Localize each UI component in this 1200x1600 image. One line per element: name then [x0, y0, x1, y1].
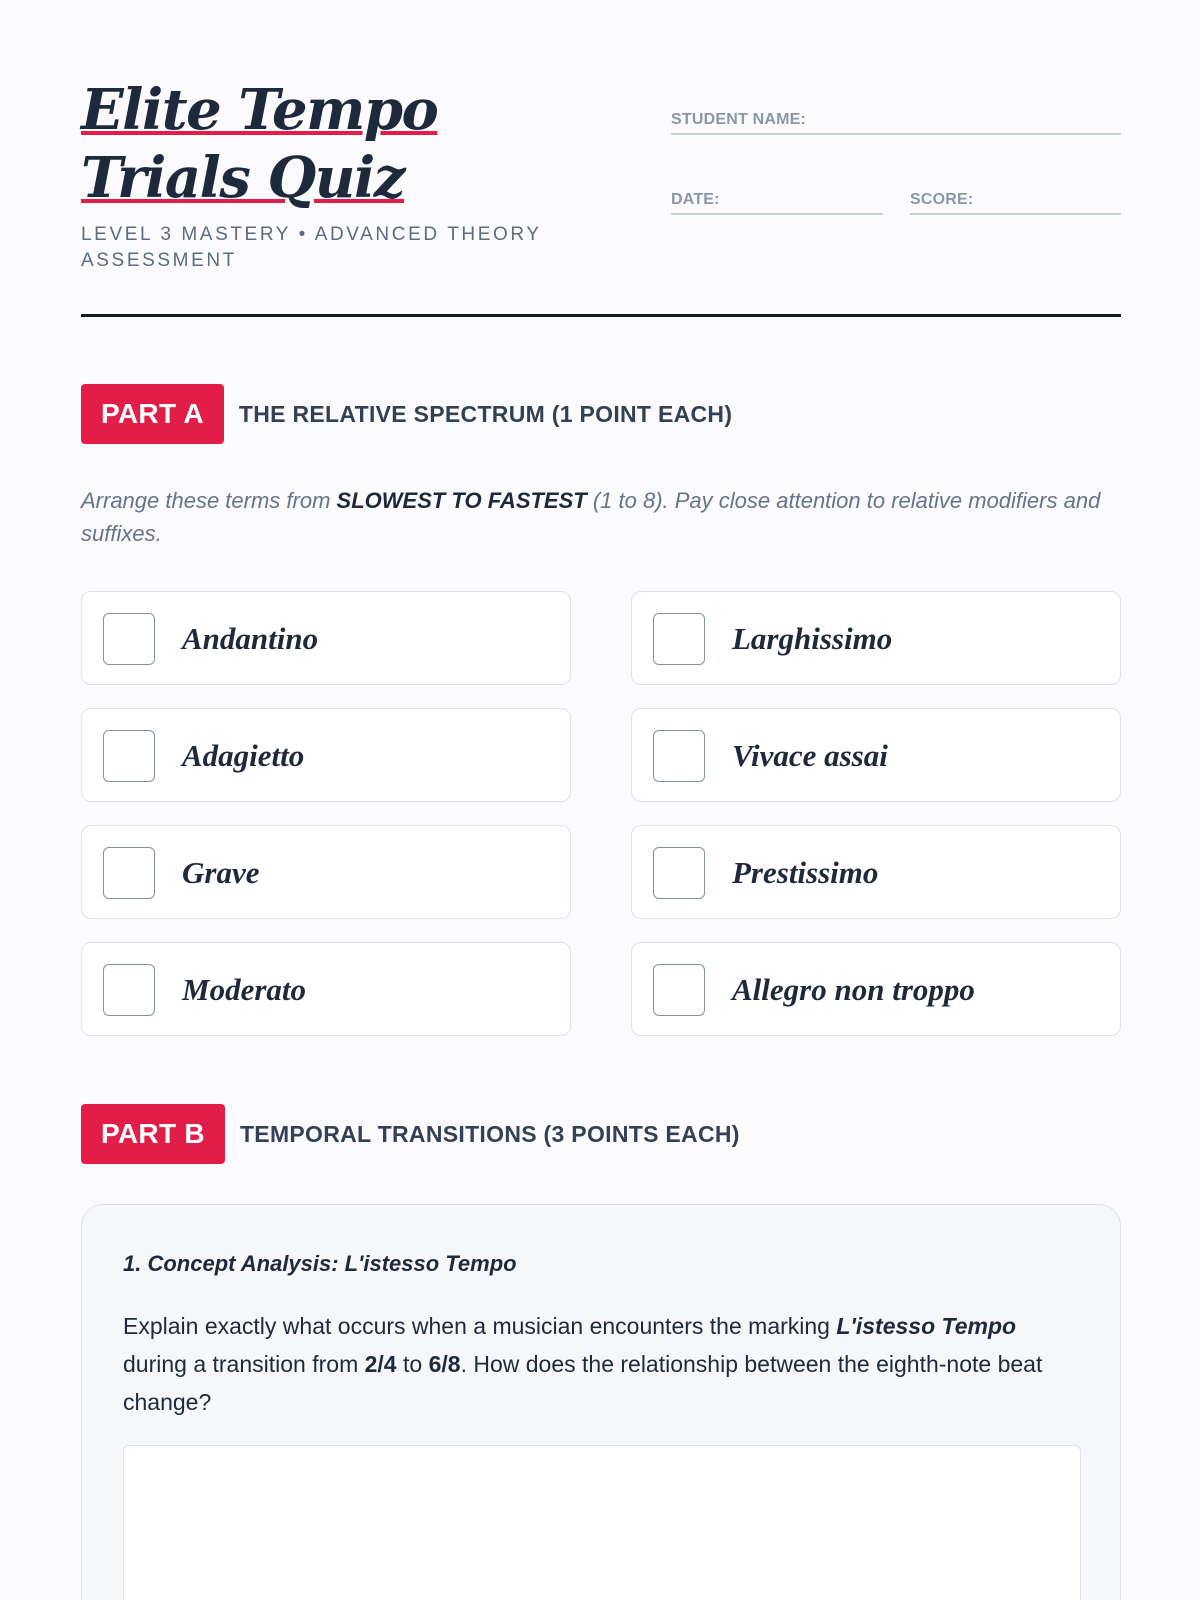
date-label: DATE: — [671, 191, 720, 208]
part-b-title: TEMPORAL TRANSITIONS (3 POINTS EACH) — [239, 1120, 740, 1147]
question-text: . How does the relationship between the eighth-note beat change? — [123, 1351, 1043, 1415]
term-card — [631, 708, 1121, 802]
part-a-title: THE RELATIVE SPECTRUM (1 POINT EACH) — [238, 400, 733, 427]
score-label: SCORE: — [910, 191, 974, 208]
term-card — [81, 942, 571, 1036]
term-card — [81, 708, 571, 802]
date-field[interactable] — [671, 183, 883, 215]
rank-input-box[interactable] — [103, 847, 155, 899]
instructions-emphasis: SLOWEST TO FASTEST — [336, 488, 587, 513]
answer-textarea[interactable] — [123, 1445, 1081, 1600]
term-label: Vivace assai — [732, 738, 888, 773]
rank-input-box[interactable] — [103, 964, 155, 1016]
term-card — [631, 825, 1121, 919]
question-text: Explain exactly what occurs when a musician encounters the marking — [123, 1313, 837, 1339]
rank-input-box[interactable] — [653, 964, 705, 1016]
term-label: Larghissimo — [732, 621, 893, 656]
question-body — [123, 1307, 1073, 1421]
marking-term: L'istesso Tempo — [836, 1313, 1017, 1339]
instructions-prefix: Arrange these terms from — [81, 488, 337, 513]
question-text: during a transition from — [123, 1351, 365, 1377]
question-card — [81, 1204, 1121, 1600]
term-label: Adagietto — [182, 738, 305, 773]
quiz-title: Elite Tempo Trials Quiz — [81, 77, 438, 211]
term-label: Grave — [182, 855, 260, 890]
meter-to: 6/8 — [428, 1351, 461, 1377]
student-name-field[interactable] — [671, 103, 1121, 135]
quiz-subtitle: LEVEL 3 MASTERY • ADVANCED THEORY ASSESSMENT — [81, 224, 542, 271]
meter-from: 2/4 — [364, 1351, 397, 1377]
quiz-header — [81, 0, 1121, 318]
term-label: Andantino — [182, 621, 319, 656]
part-b-badge: PART B — [81, 1104, 225, 1164]
student-name-label: STUDENT NAME: — [671, 111, 807, 128]
part-b-header — [81, 1104, 740, 1164]
rank-input-box[interactable] — [103, 613, 155, 665]
question-text: to — [396, 1351, 429, 1377]
term-label: Prestissimo — [732, 855, 879, 890]
term-card — [631, 591, 1121, 685]
rank-input-box[interactable] — [103, 730, 155, 782]
question-title: 1. Concept Analysis: L'istesso Tempo — [123, 1251, 517, 1276]
term-card — [631, 942, 1121, 1036]
rank-input-box[interactable] — [653, 847, 705, 899]
term-label: Moderato — [182, 972, 306, 1007]
term-card — [81, 591, 571, 685]
header-divider — [81, 314, 1121, 317]
score-field[interactable] — [910, 183, 1121, 215]
rank-input-box[interactable] — [653, 730, 705, 782]
part-a-instructions — [81, 484, 1121, 550]
part-a-header — [81, 384, 732, 444]
term-card — [81, 825, 571, 919]
quiz-page — [81, 0, 1121, 1415]
instructions-suffix: (1 to 8). Pay close attention to relative modifiers and suffixes. — [81, 488, 1101, 546]
part-a-badge: PART A — [81, 384, 224, 444]
rank-input-box[interactable] — [653, 613, 705, 665]
term-label: Allegro non troppo — [732, 972, 975, 1007]
